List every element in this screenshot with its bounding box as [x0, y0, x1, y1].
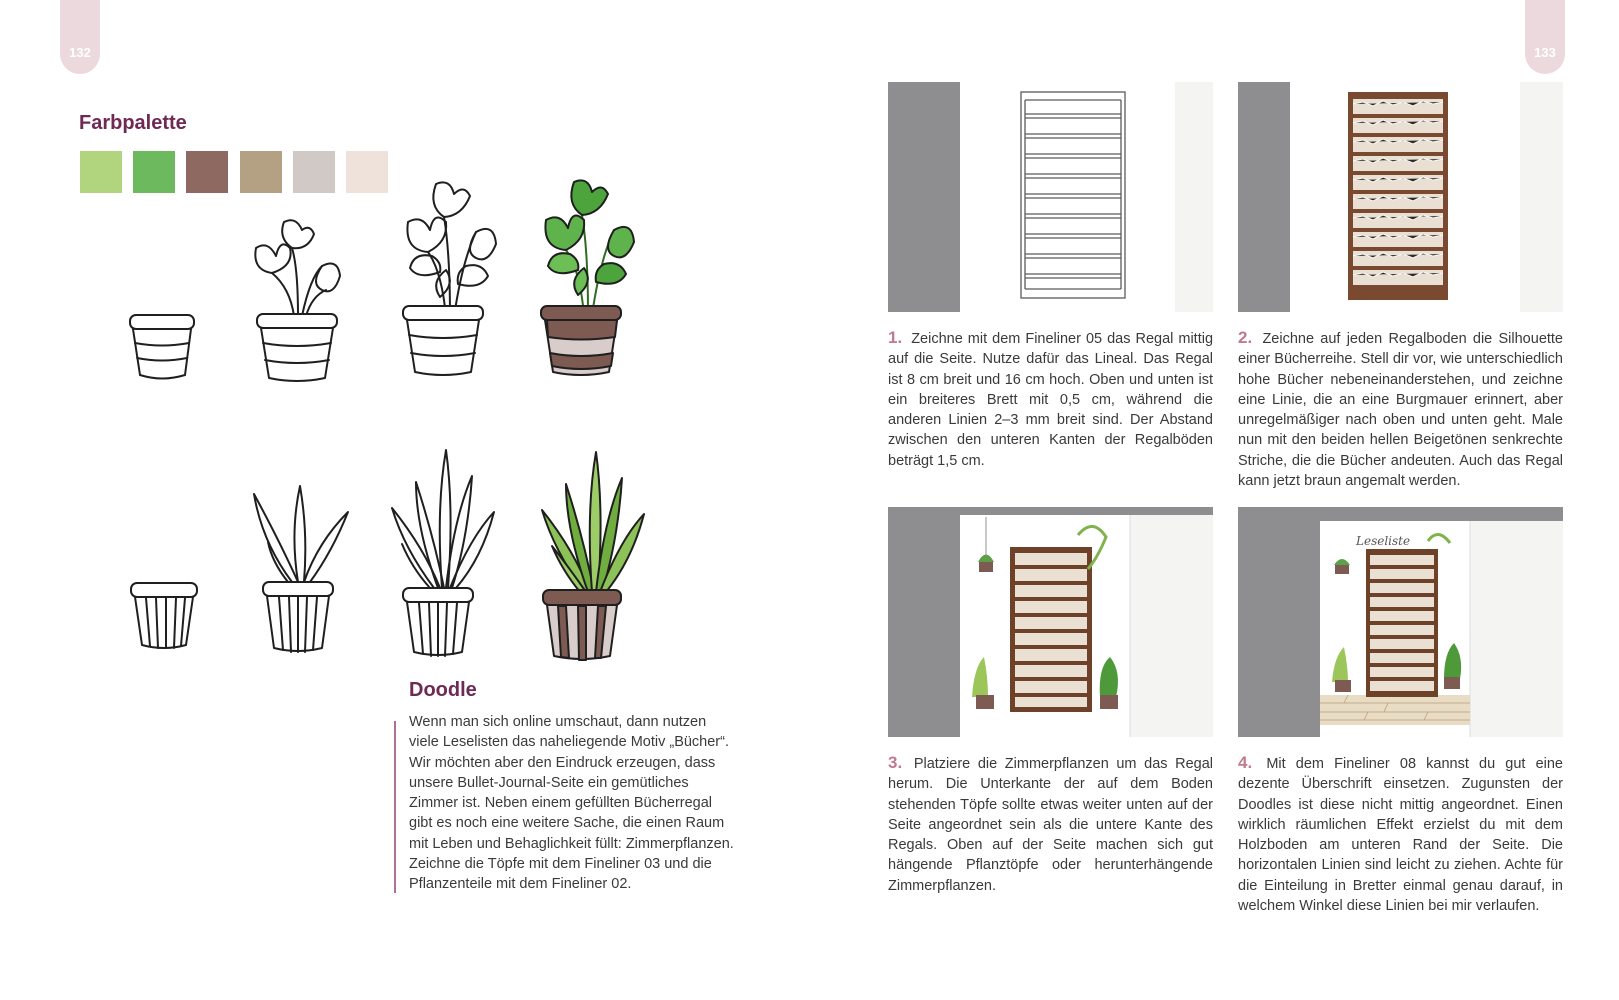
step-4-number: 4.: [1238, 753, 1253, 772]
page-number-left-label: 132: [69, 45, 91, 60]
photo-step-2: [1238, 82, 1563, 312]
palette-title: Farbpalette: [79, 112, 187, 134]
step-2-number: 2.: [1238, 328, 1253, 347]
drawing-colored-spiky-plant: [540, 450, 650, 665]
doodle-text: Wenn man sich online umschaut, dann nutzen viele Leselisten das naheliegende Motiv „Bücher“. Wir möchten aber den Eindruck erzeugen, dass unsere Bullet-Journal-Seite ein gemütliches Zimmer ist. Neben einem gefüllten Bücherregal gibt es noch eine weitere Sache, die einen Raum mit Leben und Behaglichkeit füllt: Zimmerpflanzen. Zeichne die Töpfe mit dem Fineliner 03 und die Pflanzenteile mit dem Fineliner 02.: [409, 714, 734, 893]
photo-step-2-image: [1238, 82, 1563, 312]
step-3-number: 3.: [888, 753, 903, 772]
drawing-pot-with-spiky-plant-outline: [390, 448, 500, 658]
photo-step-1-image: [888, 82, 1213, 312]
palette-swatch: [133, 151, 175, 193]
palette-swatch: [293, 151, 335, 193]
step-1-number: 1.: [888, 328, 903, 347]
drawing-pot-with-small-leaves: [250, 218, 350, 383]
doodle-accent-line: [394, 721, 396, 893]
step-3-body: Platziere die Zimmerpflanzen um das Regal herum. Die Unterkante der auf dem Boden stehenden Töpfe sollte etwas weiter unten auf der Seite angeordnet sein als die untere Kante des Regals. Oben auf der Seite machen sich gut hängende Pflanztöpfe oder herunterhängende Zimmerpflanzen.: [888, 756, 1214, 894]
step-3-text: [888, 753, 1213, 896]
step-2-body: Zeichne auf jeden Regalboden die Silhouette einer Bücherreihe. Stell dir vor, wie unterschiedlich hohe Bücher nebeneinanderstehen, und zeichne eine Linie, die an eine Burgmauer erinnert, aber unregelmäßiger nach oben und unten geht. Male nun mit den beiden hellen Beigetönen senkrechte Striche, die die Bücher andeuten. Auch das Regal kann jetzt braun angemalt werden.: [1238, 331, 1563, 490]
doodle-title: Doodle: [409, 679, 477, 701]
drawing-empty-vertical-striped-pot: [126, 578, 206, 653]
photo-step-1: [888, 82, 1213, 312]
step-1-text: [888, 328, 1213, 471]
drawing-pot-with-leaves-outline: [400, 172, 500, 382]
step-1-body: Zeichne mit dem Fineliner 05 das Regal mittig auf die Seite. Nutze dafür das Lineal. Das Regal ist 8 cm breit und 16 cm hoch. Oben und unten ist ein breiteres Brett mit 0,5 cm, während die anderen Linien 2–3 mm breit sind. Der Abstand zwischen den unteren Kanten der Regalböden beträgt 1,5 cm.: [888, 331, 1214, 469]
palette-swatch: [80, 151, 122, 193]
step-4-body: Mit dem Fineliner 08 kannst du gut eine dezente Überschrift einsetzen. Zugunsten der Doodles ist diese nicht mittig angeordnet. Einen wirklich räumlichen Effekt erzielst du mit dem Holzboden am unteren Rand der Seite. Die horizontalen Linien sind leicht zu ziehen. Achte für die Einteilung in Bretter einmal genau darauf, in welchem Winkel diese Linien bei mir verlaufen.: [1238, 756, 1563, 915]
photo-step-4-caption: Leseliste: [1356, 534, 1411, 548]
photo-step-4: [1238, 507, 1563, 737]
photo-step-3: [888, 507, 1213, 737]
palette-swatch: [186, 151, 228, 193]
drawing-empty-striped-pot: [125, 300, 205, 385]
palette-swatch: [240, 151, 282, 193]
photo-step-3-image: [888, 507, 1213, 737]
palette-swatch: [346, 151, 388, 193]
page-number-right: [1525, 0, 1565, 74]
step-4-text: [1238, 753, 1563, 916]
drawing-colored-leafy-plant: [538, 170, 638, 385]
page-number-left: [60, 0, 100, 74]
step-2-text: [1238, 328, 1563, 491]
page-number-right-label: 133: [1534, 45, 1556, 60]
photo-step-4-image: [1238, 507, 1563, 737]
drawing-pot-with-few-spikes: [252, 482, 352, 657]
